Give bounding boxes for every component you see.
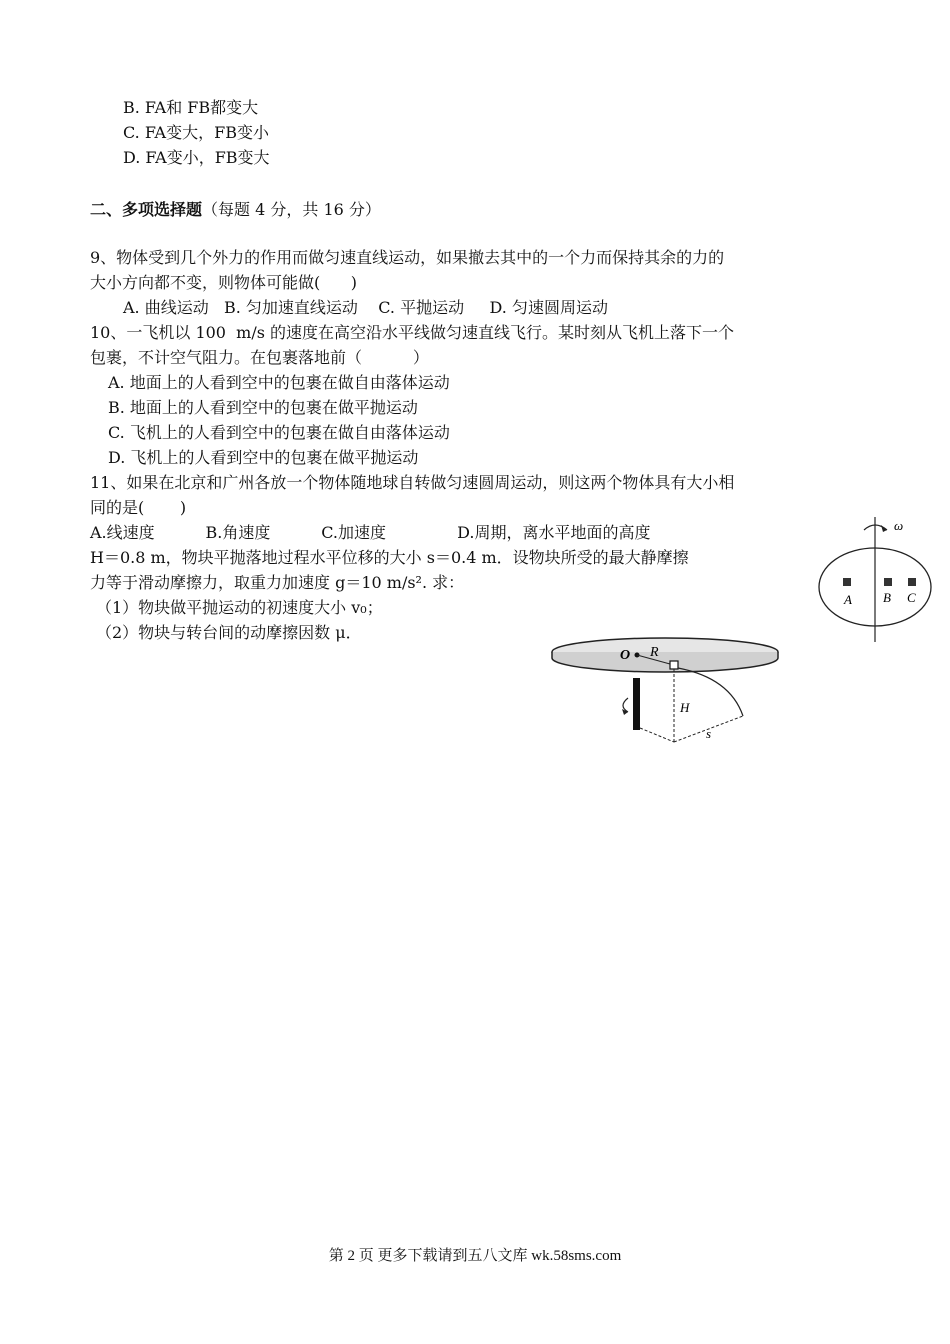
label-b: B [883,590,891,605]
q11-line-2: 同的是( ) [90,498,187,517]
q11-options: A.线速度 B.角速度 C.加速度 D.周期，离水平地面的高度 [90,523,651,542]
option-d-line: D. FA变小，FB变大 [123,148,270,167]
turntable-shaft [633,678,640,730]
omega-label: ω [894,518,904,533]
q12-line-2: 力等于滑动摩擦力，取重力加速度 g＝10 m/s². 求： [90,573,465,592]
block [670,661,678,669]
block-c [908,578,916,586]
q12-line-1: H＝0.8 m，物块平抛落地过程水平位移的大小 s＝0.4 m．设物块所受的最大静摩擦 [90,548,689,567]
label-s: s [706,726,712,741]
q10-line-1: 10、一飞机以 100 m/s 的速度在高空沿水平线做匀速直线飞行。某时刻从飞机上落下一个 [90,323,735,342]
rotation-arrowhead [881,525,887,532]
option-c-line: C. FA变大，FB变小 [123,123,269,142]
q11-line-1: 11、如果在北京和广州各放一个物体随地球自转做匀速圆周运动，则这两个物体具有大小相 [90,473,735,492]
q12-part-1: （1）物块做平抛运动的初速度大小 v₀； [96,598,383,617]
q10-option-d: D. 飞机上的人看到空中的包裹在做平抛运动 [108,448,419,467]
q9-line-1: 9、物体受到几个外力的作用而做匀速直线运动，如果撤去其中的一个力而保持其余的力的 [90,248,725,267]
turntable-figure [540,628,790,758]
q12-part-2: （2）物块与转台间的动摩擦因数 μ． [96,623,362,642]
label-h: H [680,700,690,715]
label-r: R [650,645,659,660]
page-footer: 第 2 页 更多下载请到五八文库 wk.58sms.com [328,1248,622,1264]
section-heading [90,199,381,221]
ground-line-1 [640,728,674,742]
label-a: A [844,592,852,607]
label-o: O [620,648,631,663]
turntable-edge [552,652,778,672]
block-a [843,578,851,586]
block-b [884,578,892,586]
rotating-disk-figure [812,512,937,647]
q10-option-b: B. 地面上的人看到空中的包裹在做平抛运动 [108,398,418,417]
q9-options: A. 曲线运动 B. 匀加速直线运动 C. 平抛运动 D. 匀速圆周运动 [123,298,608,317]
q9-line-2: 大小方向都不变，则物体可能做( ) [90,273,358,292]
q10-option-c: C. 飞机上的人看到空中的包裹在做自由落体运动 [108,423,450,442]
q10-option-a: A. 地面上的人看到空中的包裹在做自由落体运动 [108,373,450,392]
option-b-line: B. FA和 FB都变大 [123,98,259,117]
section-note: （每题 4 分，共 16 分） [202,200,381,219]
label-c: C [907,590,916,605]
q10-line-2: 包裹，不计空气阻力。在包裹落地前（ ） [90,348,429,367]
section-title: 二、多项选择题 [90,200,203,219]
